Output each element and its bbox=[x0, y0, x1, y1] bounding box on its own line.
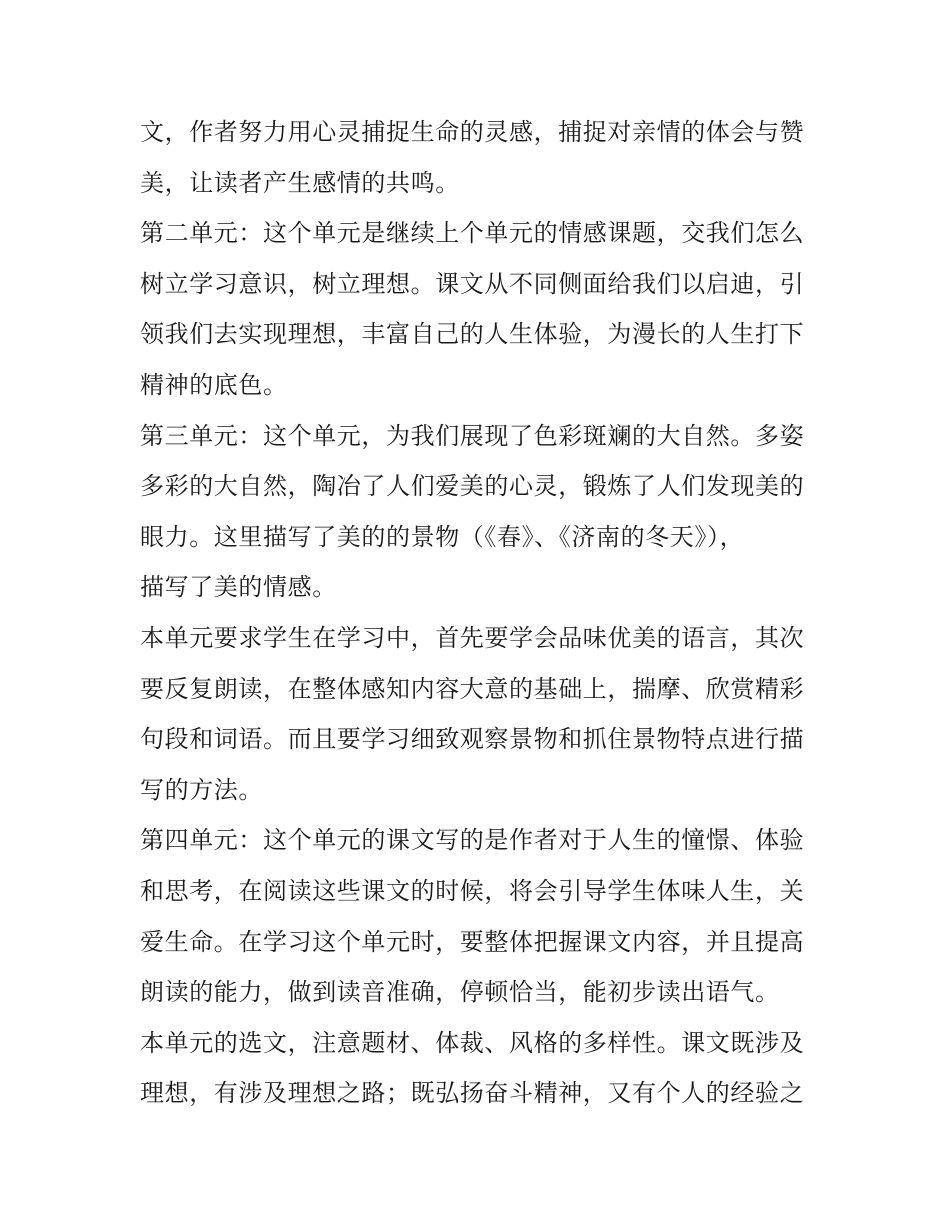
text-line: 文，作者努力用心灵捕捉生命的灵感，捕捉对亲情的体会与赞 bbox=[140, 118, 805, 146]
text-line: 第三单元：这个单元，为我们展现了色彩斑斓的大自然。多姿 bbox=[140, 421, 805, 450]
text-line: 精神的底色。 bbox=[140, 370, 288, 399]
text-line: 和思考，在阅读这些课文的时候，将会引导学生体味人生，关 bbox=[140, 876, 805, 905]
text-line: 树立学习意识，树立理想。课文从不同侧面给我们以启迪，引 bbox=[140, 269, 805, 298]
text-line: 本单元要求学生在学习中，首先要学会品味优美的语言，其次 bbox=[140, 623, 805, 652]
body-text bbox=[140, 107, 820, 1119]
text-line: 理想，有涉及理想之路；既弘扬奋斗精神，又有个人的经验之 bbox=[140, 1079, 805, 1108]
text-line: 领我们去实现理想，丰富自己的人生体验，为漫长的人生打下 bbox=[140, 320, 805, 349]
text-line: 第四单元：这个单元的课文写的是作者对于人生的憧憬、体验 bbox=[140, 826, 805, 855]
text-line: 多彩的大自然，陶冶了人们爱美的心灵，锻炼了人们发现美的 bbox=[140, 472, 805, 501]
text-line: 写的方法。 bbox=[140, 775, 263, 804]
text-line: 句段和词语。而且要学习细致观察景物和抓住景物特点进行描 bbox=[140, 725, 805, 754]
text-line: 美，让读者产生感情的共鸣。 bbox=[140, 168, 460, 197]
text-line: 朗读的能力，做到读音准确，停顿恰当，能初步读出语气。 bbox=[140, 978, 780, 1007]
text-line: 要反复朗读，在整体感知内容大意的基础上，揣摩、欣赏精彩 bbox=[140, 674, 805, 703]
text-line: 爱生命。在学习这个单元时，要整体把握课文内容，并且提高 bbox=[140, 927, 805, 956]
text-line: 本单元的选文，注意题材、体裁、风格的多样性。课文既涉及 bbox=[140, 1028, 805, 1057]
text-line: 眼力。这里描写了美的的景物（《春》、《济南的冬天》）， bbox=[140, 522, 745, 551]
text-line: 第二单元：这个单元是继续上个单元的情感课题，交我们怎么 bbox=[140, 219, 805, 248]
text-line: 描写了美的情感。 bbox=[140, 573, 337, 602]
